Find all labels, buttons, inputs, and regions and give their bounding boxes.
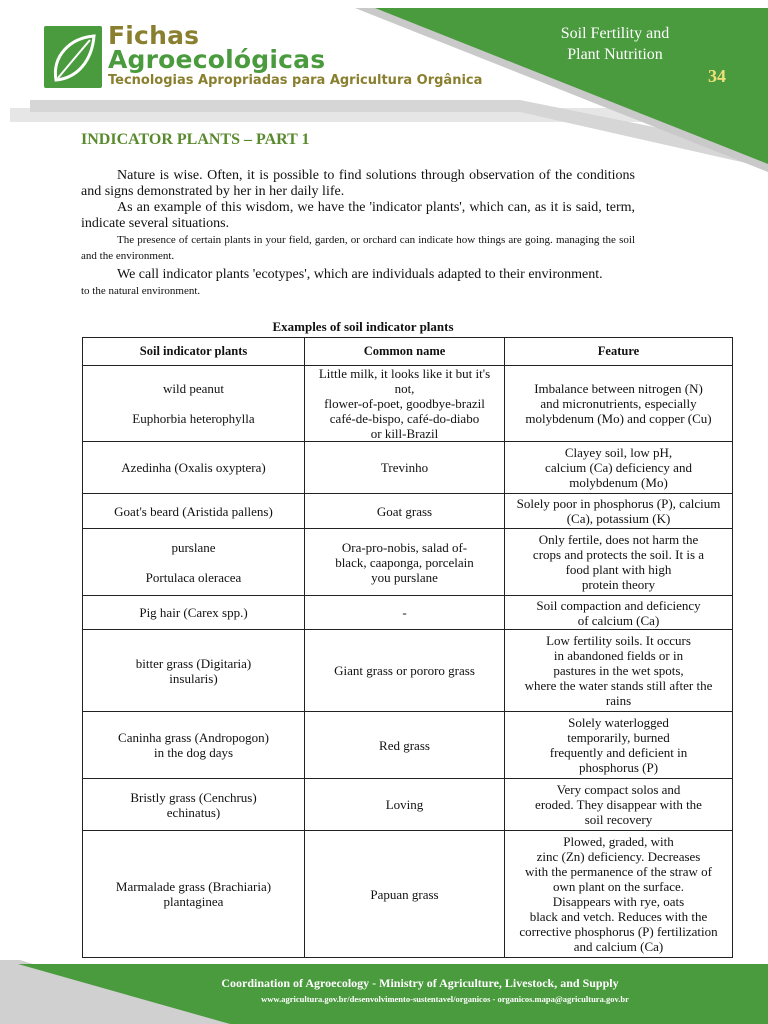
brand-title-line2: Agroecológicas: [108, 45, 326, 74]
cell-text: Solely poor in phosphorus (P), calcium: [516, 496, 721, 511]
table-cell-common: [305, 712, 505, 779]
cell-text: Goat grass: [376, 503, 433, 519]
table-cell-common: [305, 779, 505, 831]
footer-links: www.agricultura.gov.br/desenvolvimento-sustentavel/organicos - organicos.mapa@agricultura.gov.br: [261, 994, 629, 1004]
table-row: [83, 529, 733, 596]
cell-text: Disappears with rye, oats: [552, 894, 685, 909]
table-cell-plant: [83, 494, 305, 529]
cell-text: (Ca), potassium (K): [566, 511, 671, 526]
cell-text: pastures in the wet spots,: [553, 663, 684, 678]
logo: [44, 26, 102, 88]
footer-organization: Coordination of Agroecology - Ministry of Agriculture, Livestock, and Supply: [221, 976, 619, 990]
cell-text: insularis): [169, 670, 218, 686]
cell-text: plantaginea: [163, 894, 224, 909]
table-cell-common: [305, 366, 505, 442]
table-cell-plant: [83, 442, 305, 494]
cell-text: Loving: [385, 797, 424, 812]
cell-text: protein theory: [581, 577, 656, 592]
column-header: Feature: [505, 338, 733, 366]
cell-text: own plant on the surface.: [552, 879, 685, 894]
cell-text: Euphorbia heterophylla: [132, 411, 255, 426]
intro-text: [81, 168, 635, 299]
cell-text: food plant with high: [565, 562, 672, 577]
table-cell-feature: [505, 529, 733, 596]
brand-title-line1: Fichas: [108, 21, 200, 50]
table-cell-common: [305, 529, 505, 596]
table-cell-plant: [83, 596, 305, 630]
table-cell-feature: [505, 630, 733, 712]
cell-text: eroded. They disappear with the: [535, 797, 702, 812]
cell-text: corrective phosphorus (P) fertilization: [519, 924, 718, 939]
cell-text: in the dog days: [153, 745, 234, 760]
topic-line2: Plant Nutrition: [567, 46, 663, 63]
cell-text: Marmalade grass (Brachiaria): [115, 879, 272, 894]
table-cell-common: [305, 831, 505, 958]
cell-text: Bristly grass (Cenchrus): [130, 789, 257, 805]
cell-text: black and vetch. Reduces with the: [529, 909, 708, 924]
footer-banner: [0, 960, 768, 1024]
table-cell-feature: [505, 712, 733, 779]
cell-text: where the water stands still after the: [524, 678, 713, 693]
table-cell-common: [305, 630, 505, 712]
table-body: [83, 366, 733, 958]
cell-text: [89, 396, 298, 411]
table-cell-plant: [83, 630, 305, 712]
cell-text: Caninha grass (Andropogon): [118, 730, 269, 745]
cell-text: Clayey soil, low pH,: [564, 445, 673, 460]
section-topic: [540, 23, 690, 65]
cell-text: molybdenum (Mo) and copper (Cu): [525, 411, 712, 426]
cell-text: Soil compaction and deficiency: [536, 597, 701, 613]
cell-text: rains: [605, 693, 632, 708]
cell-text: Red grass: [379, 737, 430, 753]
cell-text: phosphorus (P): [578, 760, 659, 775]
cell-text: Papuan grass: [370, 886, 439, 902]
table-cell-common: [305, 494, 505, 529]
cell-text: wild peanut: [162, 381, 224, 396]
cell-text: temporarily, burned: [567, 730, 670, 745]
cell-text: Low fertility soils. It occurs: [546, 633, 691, 648]
table-row: [83, 366, 733, 442]
intro-paragraph: We call indicator plants 'ecotypes', which are individuals adapted to their environment.: [117, 267, 603, 282]
cell-text: Azedinha (Oxalis oxyptera): [121, 460, 266, 475]
cell-text: or kill-Brazil: [370, 426, 439, 441]
cell-text: and micronutrients, especially: [540, 396, 697, 411]
intro-paragraph: As an example of this wisdom, we have the 'indicator plants', which can, as it is said, term, indicate several situations.: [81, 200, 635, 231]
cell-text: Plowed, graded, with: [563, 834, 674, 849]
cell-text: Imbalance between nitrogen (N): [534, 381, 703, 396]
column-header: Common name: [305, 338, 505, 366]
table-cell-plant: [83, 712, 305, 779]
table-cell-feature: [505, 831, 733, 958]
cell-text: you purslane: [371, 569, 438, 585]
cell-text: echinatus): [166, 804, 221, 820]
cell-text: flower-of-poet, goodbye-brazil: [324, 396, 485, 411]
cell-text: and calcium (Ca): [573, 939, 664, 954]
cell-text: purslane: [171, 539, 216, 555]
table-row: [83, 779, 733, 831]
cell-text: [89, 555, 298, 570]
cell-text: Very compact solos and: [556, 782, 681, 797]
table-cell-feature: [505, 596, 733, 630]
cell-text: soil recovery: [584, 812, 653, 827]
brand-tagline: Tecnologias Apropriadas para Agricultura Orgânica: [108, 73, 483, 88]
table-cell-feature: [505, 366, 733, 442]
cell-text: Only fertile, does not harm the: [538, 532, 699, 547]
topic-line1: Soil Fertility and: [560, 25, 670, 42]
cell-text: frequently and deficient in: [549, 745, 688, 760]
cell-text: café-de-bispo, café-do-diabo: [329, 411, 480, 426]
page-number: 34: [708, 66, 726, 86]
table-row: [83, 494, 733, 529]
table-cell-plant: [83, 779, 305, 831]
cell-text: molybdenum (Mo): [569, 475, 668, 490]
table-cell-common: [305, 442, 505, 494]
indicator-plants-table: [82, 337, 733, 958]
table-row: [83, 712, 733, 779]
cell-text: Solely waterlogged: [568, 715, 669, 730]
table-cell-feature: [505, 494, 733, 529]
intro-paragraph: The presence of certain plants in your field, garden, or orchard can indicate how things are going. managing the soil and the environment.: [81, 234, 635, 262]
intro-paragraph: to the natural environment.: [81, 285, 201, 297]
table-row: [83, 630, 733, 712]
cell-text: in abandoned fields or in: [553, 648, 684, 663]
table-cell-plant: [83, 529, 305, 596]
intro-paragraph: Nature is wise. Often, it is possible to find solutions through observation of the conditions and signs demonstrated by her in her daily life.: [81, 168, 635, 199]
leaf-icon: [44, 26, 102, 88]
cell-text: Pig hair (Carex spp.): [139, 605, 248, 620]
page-title: INDICATOR PLANTS – PART 1: [81, 131, 310, 148]
cell-text: black, caaponga, porcelain: [335, 554, 474, 570]
cell-text: Portulaca oleracea: [145, 569, 242, 585]
table-cell-common: [305, 596, 505, 630]
table-cell-plant: [83, 831, 305, 958]
cell-text: Ora-pro-nobis, salad of-: [341, 539, 468, 555]
table-cell-feature: [505, 442, 733, 494]
table-header-row: [83, 338, 733, 366]
table-cell-feature: [505, 779, 733, 831]
table-row: [83, 596, 733, 630]
table-row: [83, 831, 733, 958]
table-caption: Examples of soil indicator plants: [272, 319, 454, 334]
cell-text: of calcium (Ca): [577, 612, 660, 628]
cell-text: crops and protects the soil. It is a: [532, 547, 705, 562]
cell-text: Trevinho: [380, 460, 429, 475]
cell-text: Little milk, it looks like it but it's not,: [318, 366, 491, 396]
cell-text: Giant grass or pororo grass: [334, 663, 475, 678]
cell-text: calcium (Ca) deficiency and: [545, 460, 692, 475]
cell-text: Goat's beard (Aristida pallens): [114, 503, 273, 519]
cell-text: -: [402, 605, 407, 620]
column-header: Soil indicator plants: [83, 338, 305, 366]
table-cell-plant: [83, 366, 305, 442]
table-row: [83, 442, 733, 494]
cell-text: zinc (Zn) deficiency. Decreases: [536, 849, 701, 864]
cell-text: bitter grass (Digitaria): [135, 655, 252, 671]
cell-text: with the permanence of the straw of: [525, 864, 712, 879]
